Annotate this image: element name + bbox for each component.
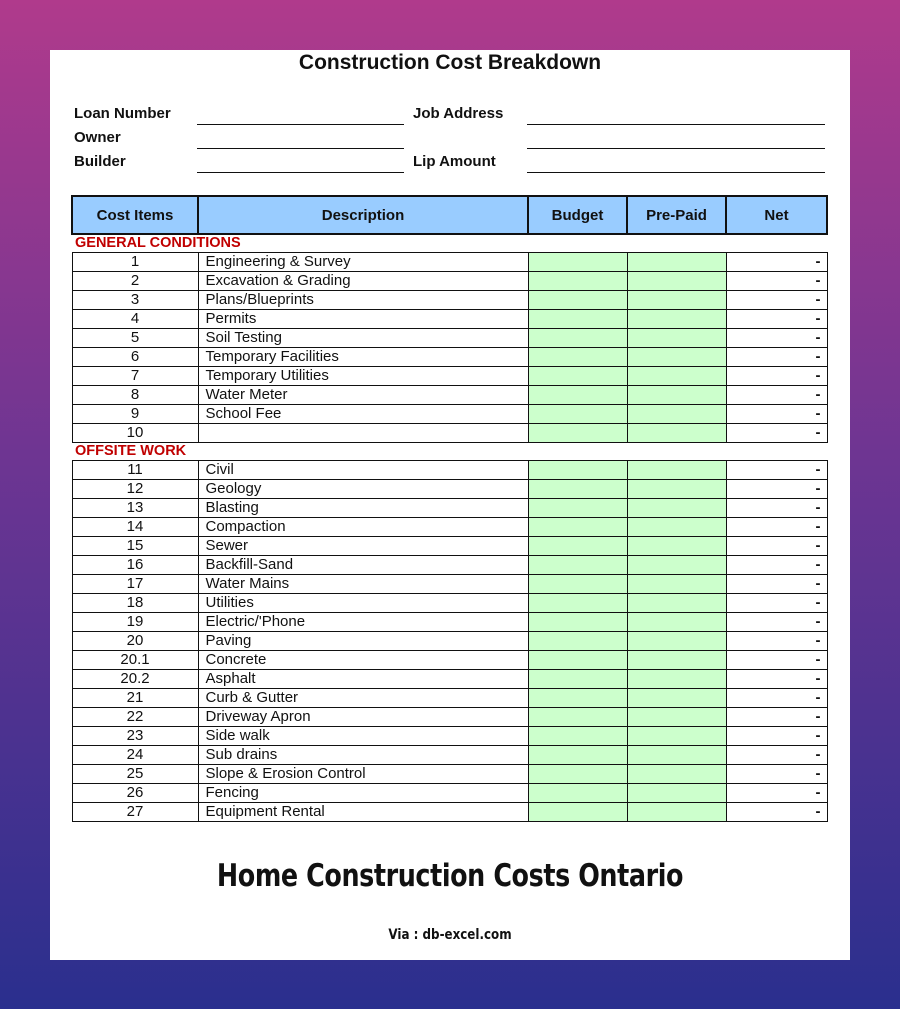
cost-item-description[interactable]: Slope & Erosion Control [198, 765, 528, 784]
cost-item-description[interactable]: Temporary Utilities [198, 367, 528, 386]
net-cell: - [726, 727, 827, 746]
cost-item-description[interactable]: Temporary Facilities [198, 348, 528, 367]
builder-field[interactable] [197, 172, 404, 173]
section-row [72, 443, 827, 461]
table-row [72, 253, 827, 272]
net-cell: - [726, 386, 827, 405]
budget-cell[interactable] [528, 253, 627, 272]
pre-paid-cell[interactable] [627, 386, 726, 405]
table-row [72, 386, 827, 405]
cost-item-number: 27 [72, 803, 198, 822]
budget-cell[interactable] [528, 613, 627, 632]
budget-cell[interactable] [528, 272, 627, 291]
table-body [72, 234, 827, 822]
cost-item-number: 4 [72, 310, 198, 329]
budget-cell[interactable] [528, 784, 627, 803]
builder-label: Builder [74, 153, 126, 170]
pre-paid-cell[interactable] [627, 405, 726, 424]
cost-item-description[interactable]: Fencing [198, 784, 528, 803]
budget-cell[interactable] [528, 499, 627, 518]
column-header-description: Description [198, 196, 528, 234]
caption-source: Via : db-excel.com [388, 927, 512, 943]
table-row [72, 310, 827, 329]
net-cell: - [726, 253, 827, 272]
cost-item-number: 13 [72, 499, 198, 518]
pre-paid-cell[interactable] [627, 784, 726, 803]
pre-paid-cell[interactable] [627, 613, 726, 632]
net-cell: - [726, 765, 827, 784]
cost-item-number: 24 [72, 746, 198, 765]
table-row [72, 613, 827, 632]
cost-item-number: 26 [72, 784, 198, 803]
cost-item-description[interactable]: Permits [198, 310, 528, 329]
table-row [72, 424, 827, 443]
cost-table [71, 195, 828, 822]
pre-paid-cell[interactable] [627, 651, 726, 670]
pre-paid-cell[interactable] [627, 670, 726, 689]
cost-item-description[interactable] [198, 424, 528, 443]
budget-cell[interactable] [528, 291, 627, 310]
table-row [72, 518, 827, 537]
budget-cell[interactable] [528, 405, 627, 424]
pre-paid-cell[interactable] [627, 689, 726, 708]
budget-cell[interactable] [528, 480, 627, 499]
net-cell: - [726, 480, 827, 499]
budget-cell[interactable] [528, 670, 627, 689]
net-cell: - [726, 594, 827, 613]
budget-cell[interactable] [528, 708, 627, 727]
pre-paid-cell[interactable] [627, 310, 726, 329]
budget-cell[interactable] [528, 594, 627, 613]
image-card [50, 50, 850, 960]
cost-item-description[interactable]: Curb & Gutter [198, 689, 528, 708]
cost-item-description[interactable]: School Fee [198, 405, 528, 424]
cost-item-number: 21 [72, 689, 198, 708]
lip-amount-field[interactable] [527, 172, 825, 173]
document-title: Construction Cost Breakdown [298, 51, 602, 74]
pre-paid-cell[interactable] [627, 253, 726, 272]
cost-item-number: 17 [72, 575, 198, 594]
cost-item-number: 8 [72, 386, 198, 405]
net-cell: - [726, 499, 827, 518]
table-row [72, 329, 827, 348]
column-header-pre-paid: Pre-Paid [627, 196, 726, 234]
table-row [72, 803, 827, 822]
table-row [72, 670, 827, 689]
net-cell: - [726, 329, 827, 348]
pre-paid-cell[interactable] [627, 480, 726, 499]
cost-item-description[interactable]: Asphalt [198, 670, 528, 689]
section-row [72, 234, 827, 253]
net-cell: - [726, 348, 827, 367]
budget-cell[interactable] [528, 310, 627, 329]
pre-paid-cell[interactable] [627, 272, 726, 291]
net-cell: - [726, 746, 827, 765]
table-row [72, 575, 827, 594]
column-header-cost-items: Cost Items [72, 196, 198, 234]
table-row [72, 651, 827, 670]
net-cell: - [726, 803, 827, 822]
cost-item-number: 18 [72, 594, 198, 613]
cost-item-description[interactable]: Water Mains [198, 575, 528, 594]
net-cell: - [726, 708, 827, 727]
cost-item-number: 9 [72, 405, 198, 424]
section-title: GENERAL CONDITIONS [72, 234, 827, 253]
section-title: OFFSITE WORK [72, 443, 827, 461]
budget-cell[interactable] [528, 424, 627, 443]
cost-item-description[interactable]: Driveway Apron [198, 708, 528, 727]
pre-paid-cell[interactable] [627, 708, 726, 727]
budget-cell[interactable] [528, 746, 627, 765]
cost-item-number: 11 [72, 461, 198, 480]
cost-item-number: 20.1 [72, 651, 198, 670]
cost-item-number: 22 [72, 708, 198, 727]
cost-item-number: 16 [72, 556, 198, 575]
pre-paid-cell[interactable] [627, 367, 726, 386]
budget-cell[interactable] [528, 651, 627, 670]
table-row [72, 348, 827, 367]
pre-paid-cell[interactable] [627, 348, 726, 367]
pre-paid-cell[interactable] [627, 518, 726, 537]
table-row [72, 746, 827, 765]
pre-paid-cell[interactable] [627, 575, 726, 594]
budget-cell[interactable] [528, 386, 627, 405]
cost-item-number: 23 [72, 727, 198, 746]
net-cell: - [726, 575, 827, 594]
cost-item-description[interactable]: Plans/Blueprints [198, 291, 528, 310]
cost-item-number: 7 [72, 367, 198, 386]
job-address-field-line-2[interactable] [527, 148, 825, 149]
budget-cell[interactable] [528, 556, 627, 575]
budget-cell[interactable] [528, 765, 627, 784]
budget-cell[interactable] [528, 727, 627, 746]
net-cell: - [726, 518, 827, 537]
budget-cell[interactable] [528, 537, 627, 556]
pre-paid-cell[interactable] [627, 803, 726, 822]
table-row [72, 784, 827, 803]
pre-paid-cell[interactable] [627, 556, 726, 575]
column-header-budget: Budget [528, 196, 627, 234]
table-row [72, 727, 827, 746]
column-header-net: Net [726, 196, 827, 234]
net-cell: - [726, 424, 827, 443]
cost-item-number: 1 [72, 253, 198, 272]
cost-breakdown-sheet [50, 50, 850, 850]
pre-paid-cell[interactable] [627, 499, 726, 518]
table-row [72, 291, 827, 310]
net-cell: - [726, 632, 827, 651]
budget-cell[interactable] [528, 348, 627, 367]
table-row [72, 405, 827, 424]
table-row [72, 461, 827, 480]
cost-item-description[interactable]: Utilities [198, 594, 528, 613]
pre-paid-cell[interactable] [627, 461, 726, 480]
caption-title: Home Construction Costs Ontario [216, 858, 684, 894]
cost-item-description[interactable]: Backfill-Sand [198, 556, 528, 575]
cost-item-number: 20 [72, 632, 198, 651]
cost-item-description[interactable]: Sewer [198, 537, 528, 556]
cost-item-description[interactable]: Excavation & Grading [198, 272, 528, 291]
table-row [72, 689, 827, 708]
budget-cell[interactable] [528, 632, 627, 651]
owner-field[interactable] [197, 148, 404, 149]
cost-item-description[interactable]: Equipment Rental [198, 803, 528, 822]
net-cell: - [726, 670, 827, 689]
owner-label: Owner [74, 129, 121, 146]
budget-cell[interactable] [528, 367, 627, 386]
net-cell: - [726, 537, 827, 556]
table-row [72, 272, 827, 291]
pre-paid-cell[interactable] [627, 329, 726, 348]
cost-item-description[interactable]: Geology [198, 480, 528, 499]
cost-item-description[interactable]: Side walk [198, 727, 528, 746]
net-cell: - [726, 405, 827, 424]
budget-cell[interactable] [528, 518, 627, 537]
net-cell: - [726, 310, 827, 329]
pre-paid-cell[interactable] [627, 632, 726, 651]
pre-paid-cell[interactable] [627, 727, 726, 746]
pre-paid-cell[interactable] [627, 291, 726, 310]
cost-item-number: 5 [72, 329, 198, 348]
net-cell: - [726, 556, 827, 575]
cost-item-description[interactable]: Civil [198, 461, 528, 480]
lip-amount-label: Lip Amount [413, 153, 496, 170]
cost-item-description[interactable]: Water Meter [198, 386, 528, 405]
loan-number-field[interactable] [197, 124, 404, 125]
budget-cell[interactable] [528, 689, 627, 708]
cost-item-number: 3 [72, 291, 198, 310]
net-cell: - [726, 461, 827, 480]
pre-paid-cell[interactable] [627, 537, 726, 556]
budget-cell[interactable] [528, 329, 627, 348]
net-cell: - [726, 291, 827, 310]
job-address-field[interactable] [527, 124, 825, 125]
net-cell: - [726, 651, 827, 670]
cost-item-number: 25 [72, 765, 198, 784]
pre-paid-cell[interactable] [627, 424, 726, 443]
cost-item-description[interactable]: Concrete [198, 651, 528, 670]
cost-item-number: 10 [72, 424, 198, 443]
pre-paid-cell[interactable] [627, 746, 726, 765]
table-row [72, 632, 827, 651]
net-cell: - [726, 613, 827, 632]
cost-item-number: 19 [72, 613, 198, 632]
cost-item-number: 12 [72, 480, 198, 499]
table-row [72, 367, 827, 386]
cost-item-description[interactable]: Compaction [198, 518, 528, 537]
net-cell: - [726, 367, 827, 386]
table-row [72, 537, 827, 556]
pre-paid-cell[interactable] [627, 765, 726, 784]
table-row [72, 499, 827, 518]
cost-item-description[interactable]: Sub drains [198, 746, 528, 765]
cost-item-number: 2 [72, 272, 198, 291]
net-cell: - [726, 784, 827, 803]
budget-cell[interactable] [528, 803, 627, 822]
loan-number-label: Loan Number [74, 105, 171, 122]
table-row [72, 765, 827, 784]
table-row [72, 556, 827, 575]
cost-item-description[interactable]: Blasting [198, 499, 528, 518]
net-cell: - [726, 689, 827, 708]
cost-item-description[interactable]: Electric/'Phone [198, 613, 528, 632]
table-row [72, 708, 827, 727]
cost-item-description[interactable]: Paving [198, 632, 528, 651]
cost-item-number: 14 [72, 518, 198, 537]
cost-item-number: 15 [72, 537, 198, 556]
cost-item-description[interactable]: Soil Testing [198, 329, 528, 348]
cost-item-number: 6 [72, 348, 198, 367]
budget-cell[interactable] [528, 575, 627, 594]
pre-paid-cell[interactable] [627, 594, 726, 613]
job-address-label: Job Address [413, 105, 504, 122]
table-row [72, 480, 827, 499]
cost-item-description[interactable]: Engineering & Survey [198, 253, 528, 272]
budget-cell[interactable] [528, 461, 627, 480]
table-row [72, 594, 827, 613]
cost-item-number: 20.2 [72, 670, 198, 689]
table-header-row [72, 196, 827, 234]
net-cell: - [726, 272, 827, 291]
